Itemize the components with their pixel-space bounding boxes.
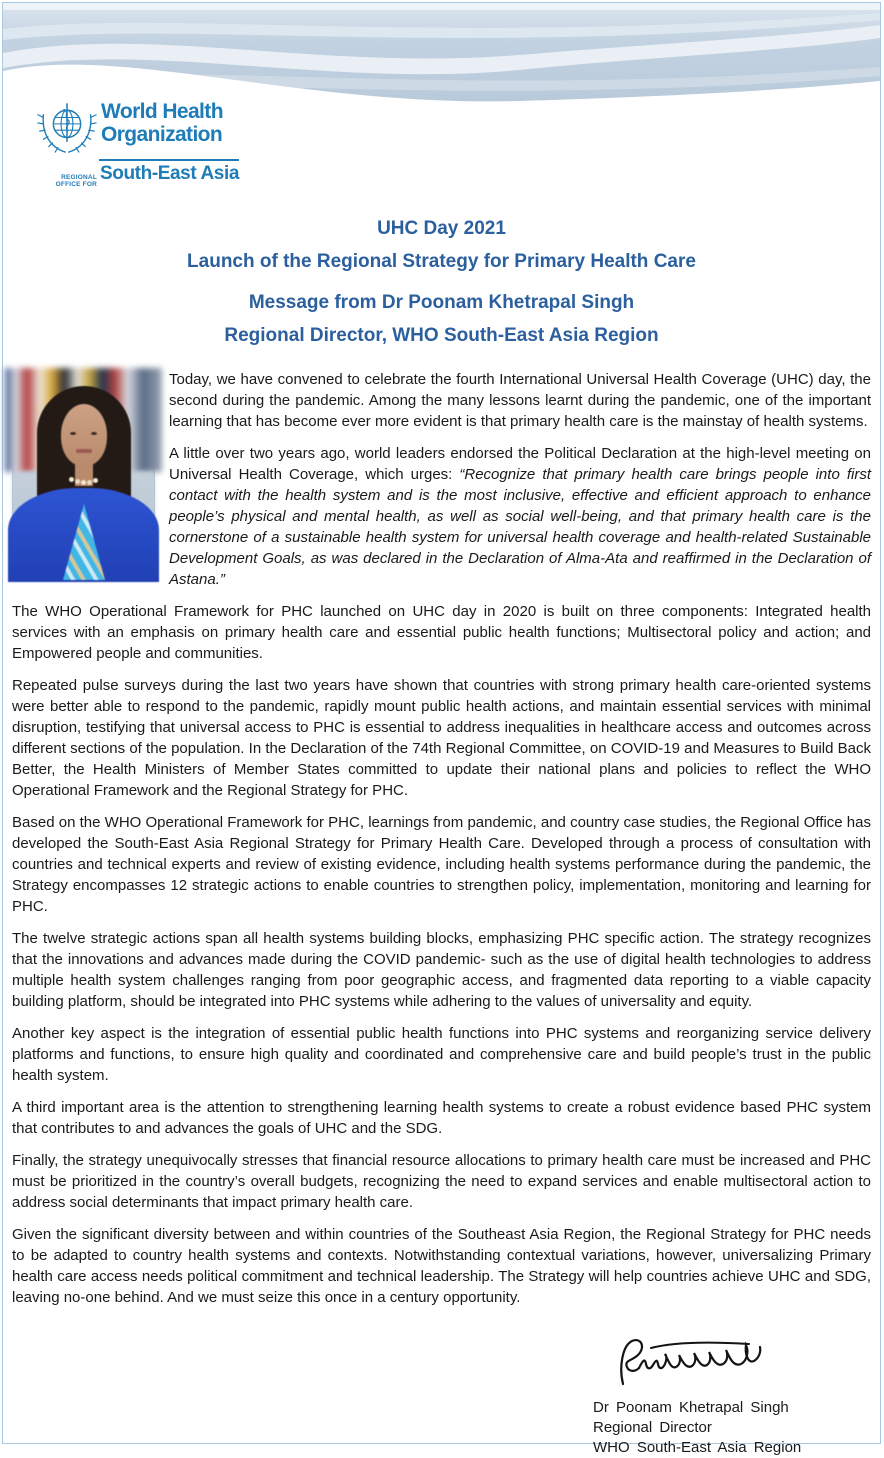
- paragraph: Given the significant diversity between and within countries of the Southeast Asia Region, the Regional Strategy for PHC needs to be adapted to country health systems and contexts. Notwithstanding contextual variations, however, universalizing Primary health care access needs political commitment and technical leadership. The Strategy will help countries achieve UHC and SDG, leaving no-one behind. And we must seize this once in a century opportunity.: [12, 1226, 871, 1306]
- paragraph-quote: “Recognize that primary health care brings people into first contact with the health system and is the most inclusive, effective and efficient approach to enhance people’s physical and mental health, as well as social well-being, and that primary health care is the cornerstone of a sustainable health system for universal health coverage and health-related Sustainable Development Goals, as was declared in the Declaration of Alma-Ata and reaffirmed in the Declaration of Astana.”: [169, 466, 871, 588]
- letter-page: [2, 2, 881, 1456]
- signatory-org: WHO South-East Asia Region: [593, 1439, 802, 1456]
- logo-divider-rule: [99, 159, 239, 161]
- logo-org-line1: World Health: [101, 100, 223, 123]
- who-logo: [37, 97, 243, 188]
- signatory-title: Regional Director: [593, 1419, 712, 1436]
- portrait-photo-inner: [13, 374, 154, 580]
- paragraph: Based on the WHO Operational Framework for PHC, learnings from pandemic, and country case studies, the Regional Office has developed the South-East Asia Regional Strategy for Primary Health Care. Developed through a process of consultation with countries and technical experts and review of existing evidence, including health systems performance during the pandemic, the Strategy encompasses 12 strategic actions to enable countries to strengthen policy, implementation, monitoring and learning for PHC.: [12, 814, 871, 915]
- paragraph: A third important area is the attention to strengthening learning health systems to create a robust evidence based PHC system that contributes to and advances the goals of UHC and the SDG.: [12, 1099, 871, 1137]
- message-body: [12, 369, 871, 1458]
- handwritten-signature-image: [607, 1334, 777, 1392]
- paragraph: Another key aspect is the integration of essential public health functions into PHC systems and reorganizing service delivery platforms and functions, to ensure high quality and coordinated and comprehensive care and build people’s trust in the public health system.: [12, 1025, 871, 1084]
- logo-org-line2: Organization: [101, 123, 223, 146]
- subtitle-line-1: Message from Dr Poonam Khetrapal Singh: [248, 292, 635, 313]
- signatory-name: Dr Poonam Khetrapal Singh: [593, 1399, 789, 1416]
- paragraph-lead: A little over two years ago, world leaders endorsed the Political Declaration at the high-level meeting on Universal Health Coverage, which urges:: [169, 445, 871, 483]
- paragraph: Repeated pulse surveys during the last two years have shown that countries with strong primary health care-oriented systems were better able to respond to the pandemic, rapidly mount public health actions, and maintain essential services with minimal disruption, testifying that universal access to PHC is essential to address inequalities in healthcare access and outcomes across different sections of the population. In the Declaration of the 74th Regional Committee, on COVID-19 and Measures to Build Back Better, the Health Ministers of Member States committed to update their national plans and policies to reflect the WHO Operational Framework and the Regional Strategy for PHC.: [12, 677, 871, 799]
- paragraph: Today, we have convened to celebrate the fourth International Universal Health Coverage (UHC) day, the second during the pandemic. Among the many lessons learnt during the pandemic, one of the important learning that has become ever more evident is that primary health care is the mainstay of health systems.: [169, 371, 871, 430]
- photo-face: [61, 404, 107, 466]
- paragraph: Finally, the strategy unequivocally stresses that financial resource allocations to primary health care must be increased and PHC must be prioritized in the country’s overall budgets, recognizing the need to expand services and enable multisectoral action to address social determinants that impact primary health care.: [12, 1152, 871, 1211]
- paragraph: The WHO Operational Framework for PHC launched on UHC day in 2020 is built on three components: Integrated health services with an emphasis on primary health care and essential public health functions; Multisectoral policy and action; and Empowered people and communities.: [12, 603, 871, 662]
- title-line-1: UHC Day 2021: [377, 218, 506, 239]
- logo-region-name: South-East Asia: [100, 163, 239, 184]
- paragraph: The twelve strategic actions span all health systems building blocks, emphasizing PHC specific action. The strategy recognizes that the innovations and advances made during the COVID pandemic- such as the use of digital health technologies to address multiple health system challenges ranging from poor geographic access, and fragmented data reporting to a viable capacity building platform, should be integrated into PHC systems while adhering to the values of universality and equity.: [12, 930, 871, 1010]
- photo-pearl-necklace: [69, 477, 103, 489]
- title-block: [3, 212, 880, 352]
- logo-office-prefix: REGIONAL OFFICE FOR: [55, 174, 97, 188]
- signature-block: [593, 1334, 833, 1458]
- who-emblem-icon: [37, 99, 97, 156]
- title-line-2: Launch of the Regional Strategy for Primary Health Care: [187, 251, 696, 272]
- portrait-photo: [12, 373, 155, 581]
- logo-org-name: [101, 100, 223, 146]
- subtitle-line-2: Regional Director, WHO South-East Asia Region: [224, 325, 659, 346]
